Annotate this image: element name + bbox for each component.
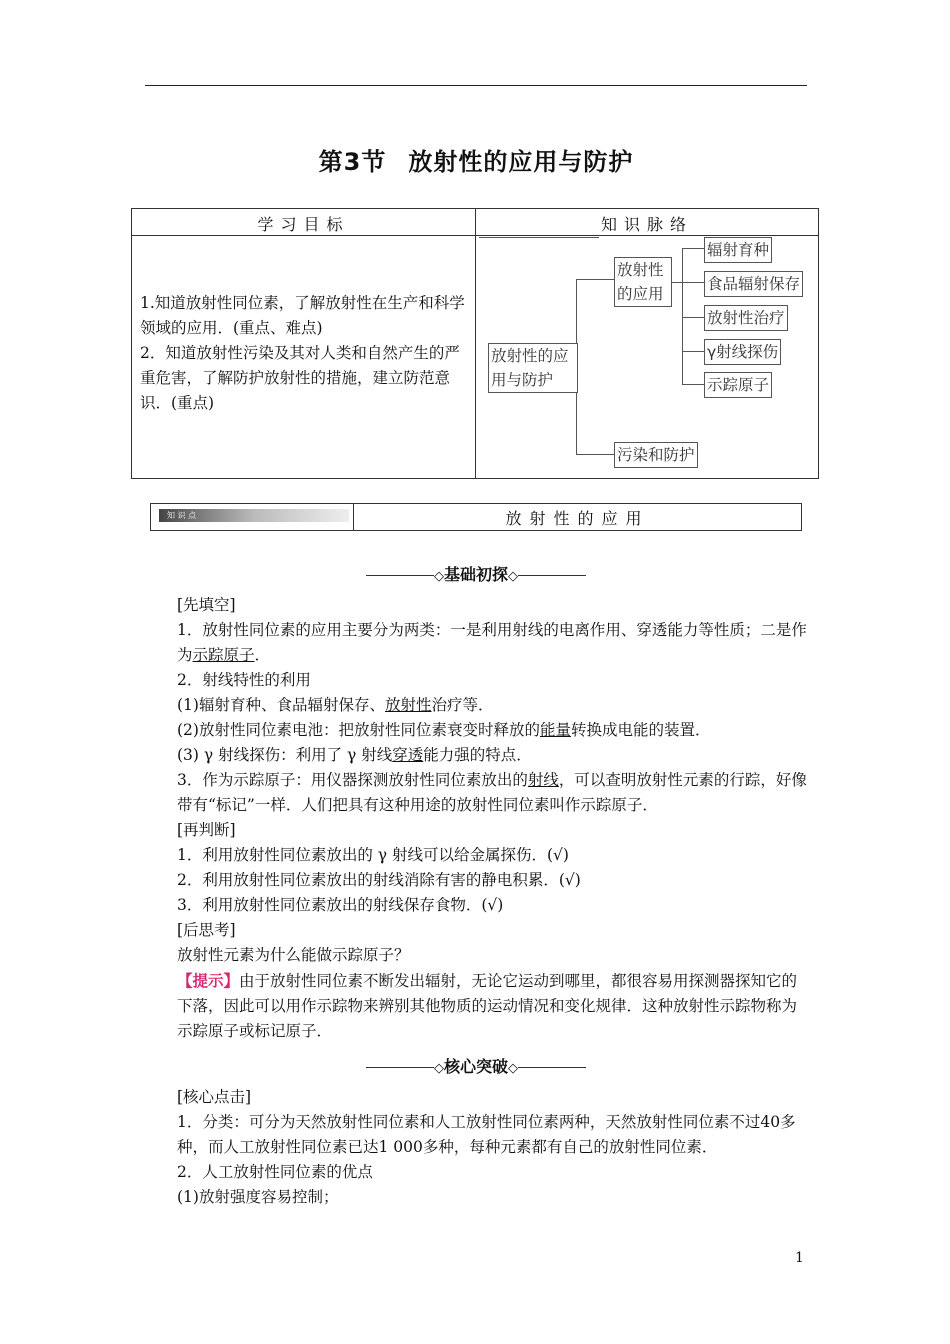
objectives-list <box>140 291 470 416</box>
paragraph <box>145 718 810 743</box>
answer-blank: 放射性 <box>384 696 432 714</box>
objectives-table <box>131 208 819 479</box>
goal-item: 2．知道放射性污染及其对人类和自然产生的严重危害，了解防护放射性的措施，建立防范意识．(重点) <box>140 344 460 412</box>
answer-blank: 射线 <box>527 771 559 789</box>
core-content <box>145 1085 810 1210</box>
answer-blank: 穿透 <box>392 746 424 764</box>
think-label: [后思考] <box>177 921 236 939</box>
map-connector <box>682 351 704 352</box>
text: ． <box>254 646 271 664</box>
paragraph <box>145 618 810 668</box>
think-question: 放射性元素为什么能做示踪原子？ <box>177 946 410 964</box>
knowledge-point-label: 放射性的应用 <box>505 509 650 528</box>
map-root-line: 放射性的应 <box>491 347 569 365</box>
table-divider <box>475 209 476 478</box>
map-branch-line: 的应用 <box>617 285 664 303</box>
diamond-icon: ◇ <box>433 569 444 584</box>
section-heading-basics <box>150 562 802 585</box>
map-root-line: 用与防护 <box>491 371 554 389</box>
section-title: 核心突破 <box>443 1057 508 1076</box>
hint-label: 【提示】 <box>177 971 240 990</box>
section-number: 第3节 <box>318 148 387 176</box>
objectives-header: 学习目标 <box>257 215 350 234</box>
text: 1．放射性同位素的应用主要分为两类：一是利用射线的电离作用、穿透能力等性质；二是作为 <box>177 621 807 664</box>
paragraph: (1)放射强度容易控制； <box>177 1188 339 1206</box>
map-leaf: 食品辐射保存 <box>704 271 803 297</box>
fill-blank-label: [先填空] <box>177 596 236 614</box>
judge-label: [再判断] <box>177 821 236 839</box>
table-header-rule <box>132 235 818 236</box>
map-leaf: 示踪原子 <box>704 372 772 398</box>
knowledge-map-header: 知识脉络 <box>600 215 693 234</box>
page-number: 1 <box>795 1250 804 1266</box>
page-title <box>145 142 807 177</box>
map-leaf: 放射性治疗 <box>704 305 788 331</box>
map-branch-application <box>614 257 672 307</box>
hint-paragraph <box>145 968 810 1044</box>
judge-item: 2．利用放射性同位素放出的射线消除有害的静电积累．(√) <box>177 871 581 889</box>
text: ，可以查明放射性元素的行踪，好像带有“标记”一样．人们把具有这种用途的放射性同位素叫作示踪原子． <box>177 771 807 814</box>
answer-blank: 能量 <box>539 721 571 739</box>
text: 转换成电能的装置． <box>570 721 711 739</box>
paragraph: 2．射线特性的利用 <box>177 671 311 689</box>
paragraph: 1．分类：可分为天然放射性同位素和人工放射性同位素两种，天然放射性同位素不过40多种，而人工放射性同位素已达1 000多种，每种元素都有自己的放射性同位素． <box>177 1113 796 1156</box>
judge-item: 1．利用放射性同位素放出的 γ 射线可以给金属探伤．(√) <box>177 846 569 864</box>
paragraph <box>145 768 810 818</box>
knowledge-point-tag <box>159 509 349 522</box>
knowledge-point-tag-text: 知 识 点 <box>167 511 197 520</box>
divider-line <box>366 1067 434 1068</box>
answer-blank: 示踪原子 <box>192 646 255 664</box>
divider-line <box>518 575 586 576</box>
text: (1)辐射育种、食品辐射保存、 <box>177 696 385 714</box>
map-root <box>488 343 578 393</box>
text: 3．作为示踪原子：用仪器探测放射性同位素放出的 <box>177 771 528 789</box>
diamond-icon: ◇ <box>508 1061 518 1076</box>
hint-text: 由于放射性同位素不断发出辐射，无论它运动到哪里，都很容易用探测器探知它的下落，因此可以用作示踪物来辨别其他物质的运动情况和变化规律．这种放射性示踪物称为示踪原子或标记原子． <box>177 972 798 1040</box>
text: (3) γ 射线探伤：利用了 γ 射线 <box>177 746 393 764</box>
map-branch-protection: 污染和防护 <box>614 442 698 468</box>
map-connector <box>479 237 599 238</box>
goal-item: 1.知道放射性同位素，了解放射性在生产和科学领域的应用．(重点、难点) <box>140 294 465 337</box>
divider-line <box>366 575 434 576</box>
text: 能力强的特点． <box>423 746 532 764</box>
map-connector <box>682 317 704 318</box>
map-leaf: γ射线探伤 <box>704 339 781 365</box>
basics-content <box>145 593 810 1044</box>
diamond-icon: ◇ <box>508 569 518 584</box>
map-connector <box>576 454 614 455</box>
text: (2)放射性同位素电池：把放射性同位素衰变时释放的 <box>177 721 540 739</box>
map-connector <box>682 282 704 283</box>
diamond-icon: ◇ <box>433 1061 444 1076</box>
core-label: [核心点击] <box>177 1088 252 1106</box>
paragraph <box>145 743 810 768</box>
section-heading-core <box>150 1054 802 1077</box>
knowledge-point-bar <box>150 503 802 531</box>
section-heading: 放射性的应用与防护 <box>408 148 634 176</box>
map-connector <box>682 384 704 385</box>
map-connector <box>682 248 683 384</box>
map-branch-line: 放射性 <box>617 261 664 279</box>
paragraph <box>145 693 810 718</box>
paragraph: 2．人工放射性同位素的优点 <box>177 1163 373 1181</box>
text: 治疗等． <box>431 696 494 714</box>
map-leaf: 辐射育种 <box>704 237 772 263</box>
judge-item: 3．利用放射性同位素放出的射线保存食物．(√) <box>177 896 504 914</box>
divider-line <box>518 1067 586 1068</box>
map-connector <box>682 248 704 249</box>
top-rule <box>145 85 807 86</box>
section-title: 基础初探 <box>443 565 508 584</box>
map-connector <box>576 279 614 280</box>
